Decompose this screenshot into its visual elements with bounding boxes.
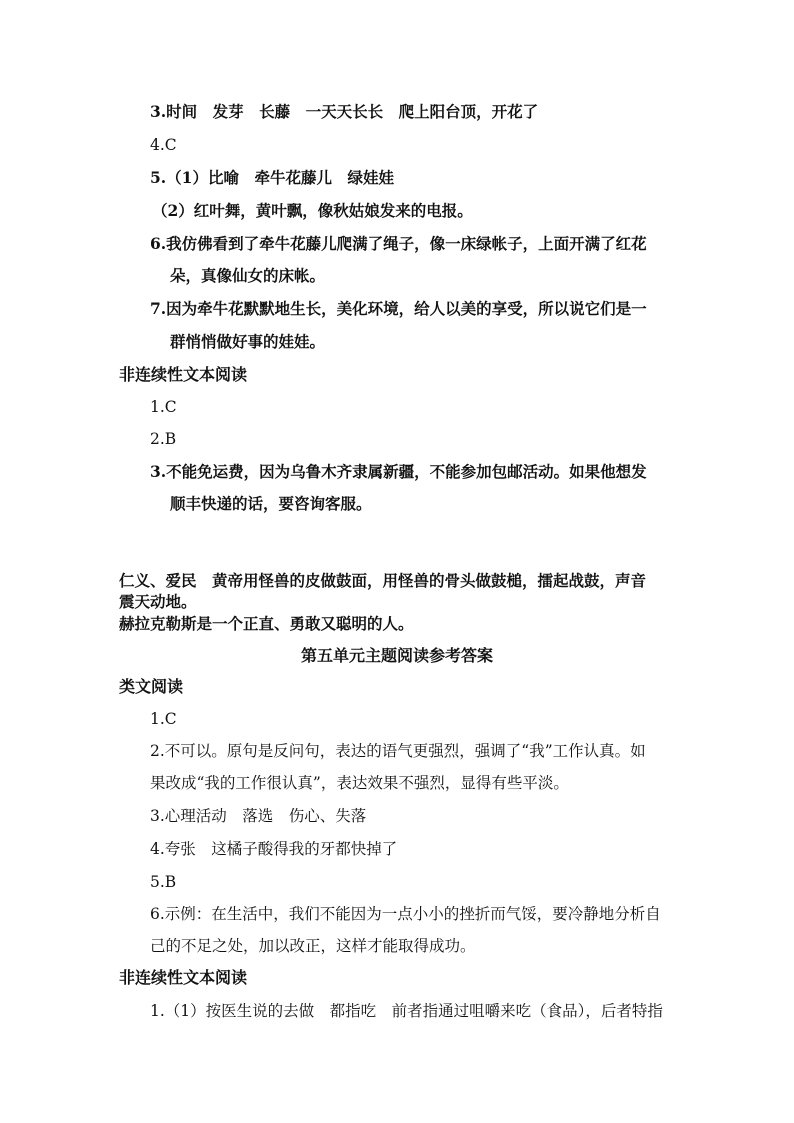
answer-line: 朵，真像仙女的床帐。 xyxy=(170,266,326,285)
answer-line: 己的不足之处，加以改正，这样才能取得成功。 xyxy=(150,937,476,955)
answer-line: 3.心理活动 落选 伤心、失落 xyxy=(150,807,367,825)
answer-line: 1.C xyxy=(150,398,177,416)
answer-line: 震天动地。 xyxy=(119,592,197,611)
answer-line: 4.C xyxy=(150,136,177,154)
answer-line: 3.不能免运费，因为乌鲁木齐隶属新疆，不能参加包邮活动。如果他想发 xyxy=(150,462,647,481)
answer-line: 6.我仿佛看到了牵牛花藤儿爬满了绳子，像一床绿帐子，上面开满了红花 xyxy=(150,234,647,253)
answer-line: 群悄悄做好事的娃娃。 xyxy=(170,332,326,351)
answer-line: 3.时间 发芽 长藤 一天天长长 爬上阳台顶，开花了 xyxy=(150,102,539,121)
answer-line: 1.C xyxy=(150,710,177,728)
answer-line: 4.夸张 这橘子酸得我的牙都快掉了 xyxy=(150,840,398,858)
answer-line: 果改成“我的工作很认真”，表达效果不强烈，显得有些平淡。 xyxy=(150,774,569,792)
section-heading: 类文阅读 xyxy=(119,677,184,696)
answer-line: 1.（1）按医生说的去做 都指吃 前者指通过咀嚼来吃（食品），后者特指 xyxy=(150,1002,663,1020)
section-heading: 非连续性文本阅读 xyxy=(119,365,248,384)
answer-line: 5.（1）比喻 牵牛花藤儿 绿娃娃 xyxy=(150,168,394,187)
answer-line: 7.因为牵牛花默默地生长，美化环境，给人以美的享受，所以说它们是一 xyxy=(150,299,647,318)
unit-title: 第五单元主题阅读参考答案 xyxy=(300,646,493,665)
answer-line: 5.B xyxy=(150,873,177,891)
answer-line: 顺丰快递的话，要咨询客服。 xyxy=(170,494,372,513)
answer-line: 2.B xyxy=(150,430,177,448)
answer-line: （2）红叶舞，黄叶飘，像秋姑娘发来的电报。 xyxy=(152,201,473,220)
section-heading: 非连续性文本阅读 xyxy=(119,968,248,987)
answer-line: 赫拉克勒斯是一个正直、勇敢又聪明的人。 xyxy=(119,614,414,633)
answer-line: 2.不可以。原句是反问句，表达的语气更强烈，强调了“我”工作认真。如 xyxy=(150,742,646,760)
answer-line: 仁义、爱民 黄帝用怪兽的皮做鼓面，用怪兽的骨头做鼓槌，擂起战鼓，声音 xyxy=(119,571,647,590)
answer-line: 6.示例：在生活中，我们不能因为一点小小的挫折而气馁，要冷静地分析自 xyxy=(150,905,661,923)
